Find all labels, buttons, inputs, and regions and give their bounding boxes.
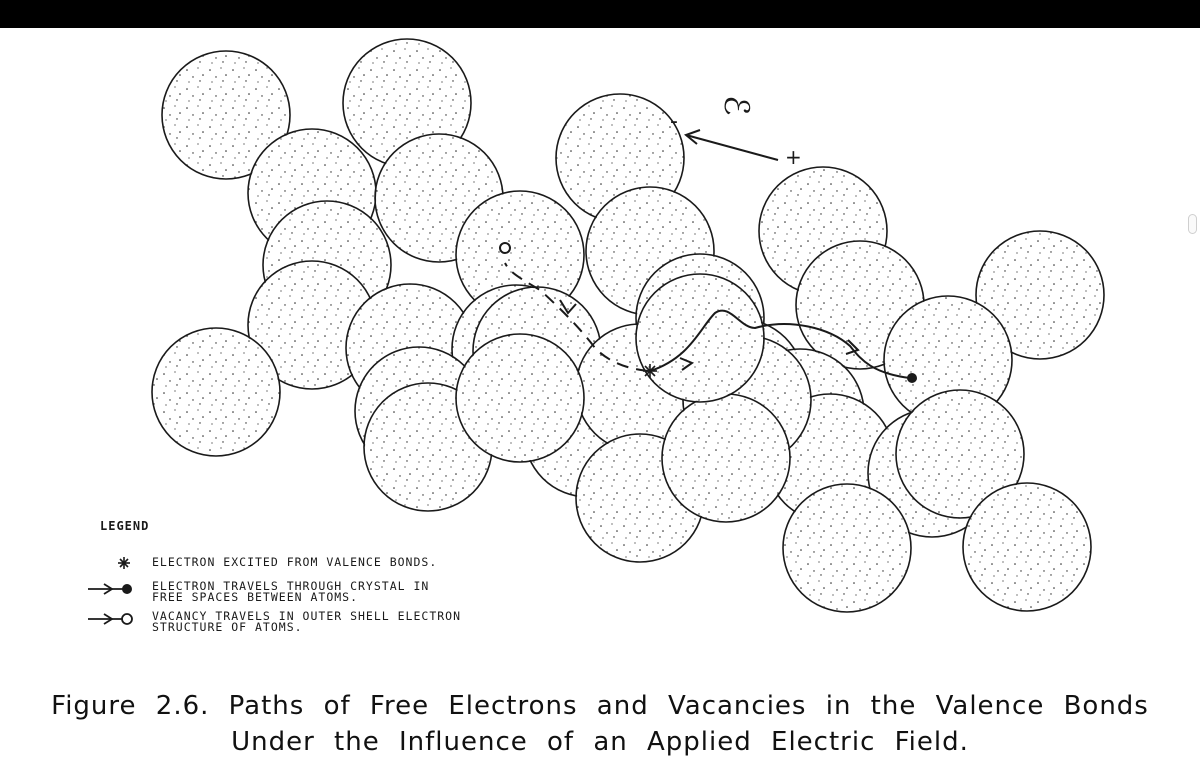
- legend-text-electron-excited: ELECTRON EXCITED FROM VALENCE BONDS.: [152, 555, 438, 569]
- caption-line-2: Under the Influence of an Applied Electric Field.: [231, 727, 969, 757]
- field-symbol: ℰ: [716, 95, 756, 116]
- legend-row-electron-travels: [84, 581, 644, 611]
- atom-group: [152, 39, 1104, 612]
- atom-circle: [963, 483, 1091, 611]
- field-indicator: [670, 95, 802, 169]
- field-plus-sign: +: [785, 145, 802, 169]
- electron-endpoint-dot: [907, 373, 917, 383]
- legend-row-electron-excited: [84, 551, 644, 581]
- legend-text-electron-travels: ELECTRON TRAVELS THROUGH CRYSTAL IN FREE SPACES BETWEEN ATOMS.: [152, 579, 430, 604]
- legend-title: LEGEND: [100, 519, 150, 533]
- vacancy-endpoint-circle: [500, 243, 510, 253]
- atom-circle: [636, 274, 764, 402]
- legend-row-vacancy-travels: [84, 611, 644, 641]
- arrow-filled-dot-icon: [84, 581, 144, 605]
- legend-text-vacancy-travels: VACANCY TRAVELS IN OUTER SHELL ELECTRON STRUCTURE OF ATOMS.: [152, 609, 462, 634]
- atom-circle: [152, 328, 280, 456]
- field-arrow-shaft: [686, 135, 778, 160]
- field-minus-sign: -: [670, 109, 678, 134]
- atom-circle: [662, 394, 790, 522]
- atom-circle: [456, 334, 584, 462]
- asterisk-icon: [84, 551, 144, 575]
- caption-line-1: Figure 2.6. Paths of Free Electrons and Vacancies in the Valence Bonds: [51, 691, 1149, 721]
- figure-caption: [0, 688, 1200, 760]
- atom-circle: [783, 484, 911, 612]
- top-window-bar: [0, 0, 1200, 28]
- arrow-open-circle-icon: [84, 611, 144, 635]
